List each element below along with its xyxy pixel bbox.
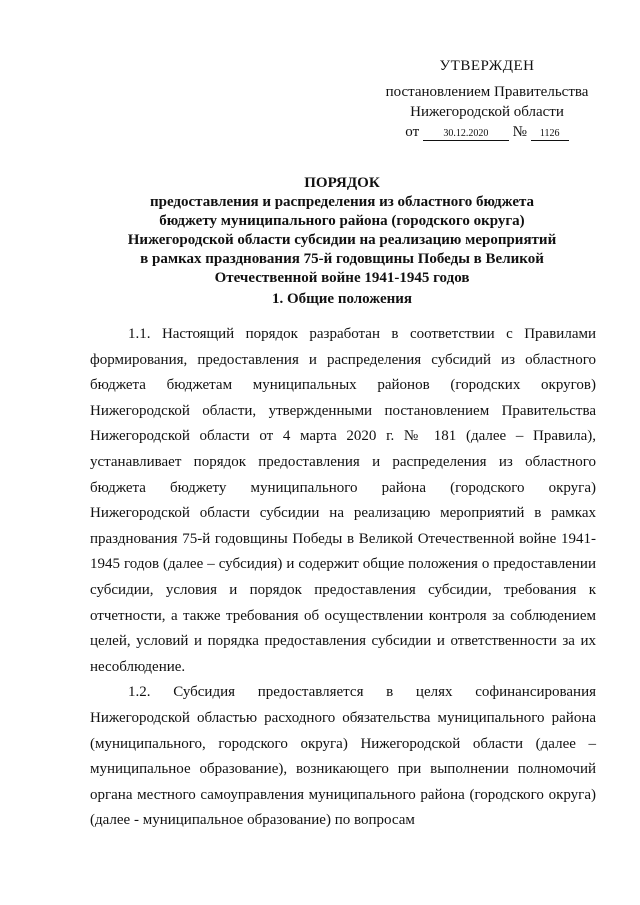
heading-line-1: предоставления и распределения из областного бюджета [149, 194, 535, 210]
document-heading [88, 174, 596, 288]
document-title: ПОРЯДОК [304, 175, 380, 191]
approval-number: 1126 [531, 127, 569, 141]
paragraph-1-1: 1.1. Настоящий порядок разработан в соответствии с Правилами формирования, предоставления и распределения субсидий из областного бюджета бюджетам муниципальных районов (городских округов) Нижегородской области, утвержденными постановлением Правительства Нижегородской области от 4 марта 2020 г. № 181 (далее – Правила), устанавливает порядок предоставления и распределения из областного бюджета бюджету муниципального района (городского округа) Нижегородской области субсидии на реализацию мероприятий в рамках празднования 75-й годовщины Победы в Великой Отечественной войне 1941-1945 годов (далее – субсидия) и содержит общие положения о предоставлении субсидии, условия и порядок предоставления субсидии, требования к отчетности, а также требования об осуществлении контроля за соблюдением целей, условий и порядка предоставления субсидии и ответственности за их несоблюдение. [90, 326, 596, 675]
approval-stamp [362, 56, 612, 142]
approval-line-1: постановлением Правительства [385, 84, 589, 100]
approval-title: УТВЕРЖДЕН [439, 58, 535, 74]
heading-line-5: Отечественной войне 1941-1945 годов [214, 270, 470, 286]
section-title: 1. Общие положения [271, 291, 413, 307]
approval-line-2: Нижегородской области [410, 104, 564, 120]
approval-date-line [362, 122, 612, 142]
paragraph-1-2: 1.2. Субсидия предоставляется в целях софинансирования Нижегородской областью расходного обязательства муниципального района (муниципального, городского округа) Нижегородской области (далее – муниципальное образование), возникающего при выполнении полномочий органа местного самоуправления муниципального района (городского округа) (далее - муниципальное образование) по вопросам [90, 684, 596, 829]
approval-date: 30.12.2020 [423, 127, 509, 141]
number-sign: № [512, 124, 527, 140]
date-prefix: от [405, 124, 420, 140]
heading-line-3: Нижегородской области субсидии на реализацию мероприятий [127, 232, 557, 248]
heading-line-2: бюджету муниципального района (городского округа) [159, 213, 525, 229]
heading-line-4: в рамках празднования 75-й годовщины Победы в Великой [140, 251, 544, 267]
document-body [90, 322, 596, 834]
